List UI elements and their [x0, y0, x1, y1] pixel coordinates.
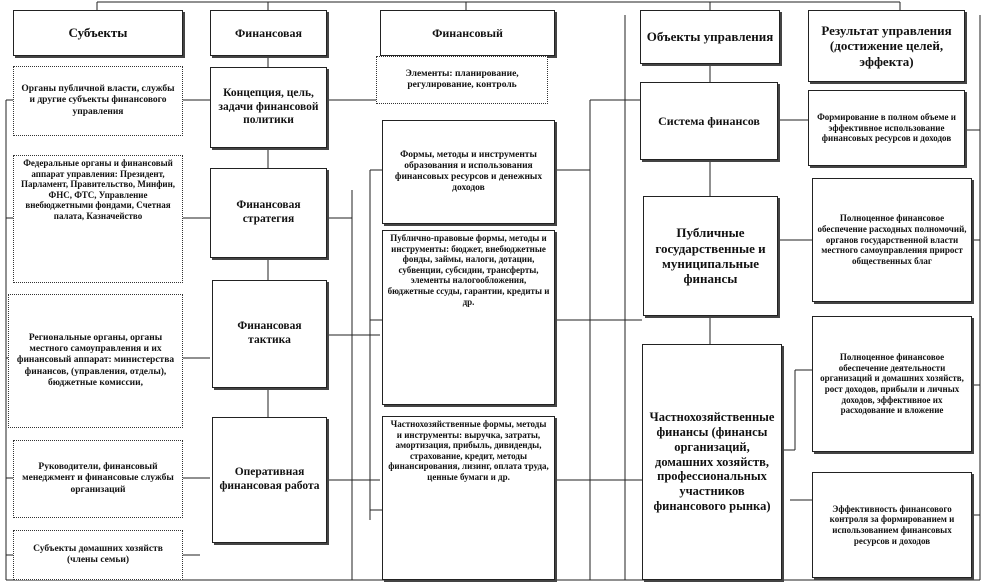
result-resources-formation-text: Формирование в полном объеме и эффективное использование финансовых ресурсов и доходов	[817, 112, 956, 144]
header-subjects	[13, 10, 183, 56]
header-result	[808, 10, 965, 82]
policy-strategy-text: Финансовая стратегия	[236, 199, 301, 225]
header-financial-mechanism	[380, 10, 555, 56]
result-public-authority-funding	[812, 178, 972, 302]
objects-public-finance-text: Публичные государственные и муниципальные финансы	[655, 225, 766, 287]
policy-tactics	[212, 280, 327, 388]
mechanism-private-business-text: Частнохозяйственные формы, методы и инструменты: выручка, затраты, амортизация, прибыль, дивиденды, страхование, кредит, методы финансирования, лизинг, оплата труда, ценные бумаги и др.	[388, 419, 549, 483]
subjects-households-text: Субъекты домашних хозяйств (члены семьи)	[33, 543, 163, 565]
subjects-federal-bodies	[13, 155, 183, 283]
mechanism-public-legal	[382, 230, 555, 405]
result-public-authority-funding-text: Полноценное финансовое обеспечение расходных полномочий, органов государственной власти местного самоуправления прирост общественных благ	[817, 213, 967, 266]
policy-strategy	[210, 168, 327, 258]
result-resources-formation	[808, 90, 965, 166]
mechanism-private-business	[382, 416, 555, 580]
subjects-regional-bodies-text: Региональные органы, органы местного самоуправления и их финансовый аппарат: министерства финансов, (управления, отделы), бюджетные комиссии,	[16, 332, 175, 388]
result-organizations-funding-text: Полноценное финансовое обеспечение деятельности организаций и домашних хозяйств, рост доходов, прибыли и личных доходов, эффективное их расходование и вложение	[820, 352, 964, 416]
subjects-regional-bodies	[8, 294, 183, 428]
header-objects	[640, 10, 780, 64]
subjects-federal-bodies-text: Федеральные органы и финансовый аппарат управления: Президент, Парламент, Правительство, Минфин, ФНС, ФТС, Управление внебюджетными фондами, Счетная палата, Казначейство	[20, 158, 176, 222]
result-financial-control-text: Эффективность финансового контроля за формированием и использованием финансовых ресурсов и доходов	[829, 503, 955, 546]
mechanism-forms-methods-text: Формы, методы и инструменты образования и использования финансовых ресурсов и денежных доходов	[394, 149, 543, 194]
objects-private-finance	[642, 344, 782, 580]
subjects-households	[13, 530, 183, 580]
policy-tactics-text: Финансовая тактика	[237, 320, 302, 346]
result-organizations-funding	[812, 316, 972, 452]
header-objects-text: Объекты управления	[646, 29, 774, 45]
policy-operational-work-text: Оперативная финансовая работа	[219, 466, 320, 492]
subjects-public-authorities-text: Органы публичной власти, службы и другие субъекты финансового управления	[21, 84, 175, 117]
policy-concept-text: Концепция, цель, задачи финансовой политики	[218, 87, 319, 127]
mechanism-public-legal-text: Публично-правовые формы, методы и инструменты: бюджет, внебюджетные фонды, займы, налоги, дотации, субвенции, субсидии, трансферты, элементы налогообложения, бюджетные ссуды, гарантии, кредиты и др.	[387, 233, 550, 307]
subjects-managers	[13, 440, 183, 518]
header-financial-policy	[210, 10, 327, 56]
header-financial-mechanism-text: Финансовый	[432, 25, 503, 40]
policy-operational-work	[212, 417, 327, 543]
header-financial-policy-text: Финансовая	[234, 25, 303, 40]
objects-private-finance-text: Частнохозяйственные финансы (финансы организаций, домашних хозяйств, профессиональных участников финансового рынка)	[649, 410, 775, 513]
objects-finance-system	[640, 82, 778, 160]
header-result-text: Результат управления (достижение целей, эффекта)	[821, 23, 952, 69]
subjects-public-authorities	[13, 66, 183, 136]
mechanism-forms-methods	[382, 120, 555, 224]
subjects-managers-text: Руководители, финансовый менеджмент и финансовые службы организаций	[22, 462, 174, 495]
policy-concept	[210, 67, 327, 148]
result-financial-control	[812, 472, 972, 578]
header-subjects-text: Субъекты	[68, 25, 128, 41]
objects-public-finance	[643, 196, 778, 316]
mechanism-elements	[376, 56, 548, 104]
objects-finance-system-text: Система финансов	[658, 113, 760, 128]
mechanism-elements-text: Элементы: планирование, регулирование, контроль	[405, 68, 519, 90]
